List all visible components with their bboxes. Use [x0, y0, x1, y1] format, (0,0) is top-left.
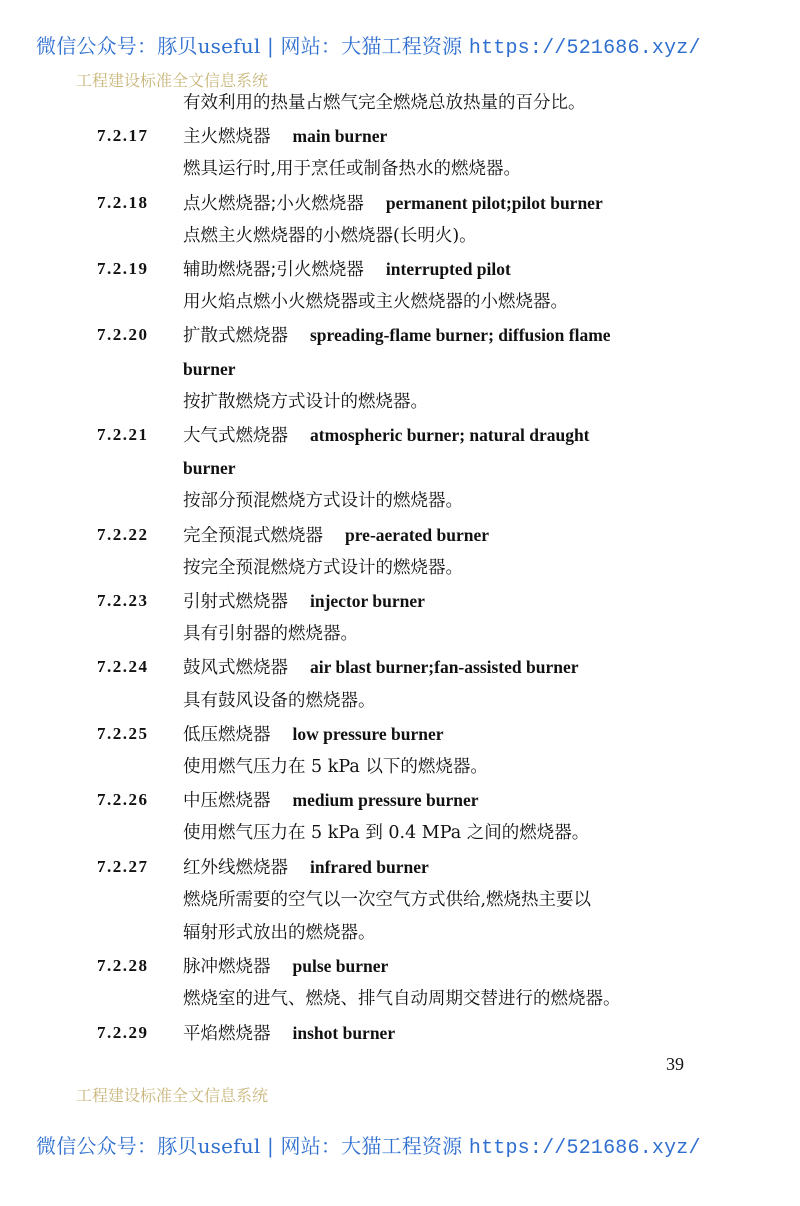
term-heading — [183, 188, 603, 219]
definition-text: 按扩散燃烧方式设计的燃烧器。 — [183, 391, 428, 412]
banner-text: 微信公众号：豚贝useful | 网站：大猫工程资源 — [36, 1134, 469, 1158]
clause-number: 7.2.22 — [97, 524, 149, 544]
clause-number: 7.2.18 — [97, 192, 149, 212]
definition-text: 点燃主火燃烧器的小燃烧器(长明火)。 — [183, 225, 477, 246]
clause-number: 7.2.17 — [97, 126, 149, 146]
banner-text: 微信公众号：豚贝useful | 网站：大猫工程资源 — [36, 34, 469, 58]
term-chinese: 低压燃烧器 — [183, 724, 271, 745]
term-chinese: 点火燃烧器;小火燃烧器 — [183, 193, 364, 214]
clause-number: 7.2.29 — [97, 1022, 149, 1042]
clause-number: 7.2.26 — [97, 790, 149, 810]
term-english: atmospheric burner; natural draught — [310, 425, 590, 445]
term-heading — [183, 652, 579, 683]
term-chinese: 中压燃烧器 — [183, 791, 271, 812]
term-chinese: 大气式燃烧器 — [183, 426, 288, 446]
term-heading — [183, 320, 611, 351]
term-english: air blast burner;fan-assisted burner — [310, 657, 579, 678]
term-english: pulse burner — [292, 956, 389, 977]
definition-text: 用火焰点燃小火燃烧器或主火燃烧器的小燃烧器。 — [183, 292, 568, 313]
term-chinese: 鼓风式燃烧器 — [183, 658, 288, 679]
term-english: interrupted pilot — [385, 259, 511, 279]
definition-text: 具有鼓风设备的燃烧器。 — [183, 690, 376, 711]
term-heading — [183, 1018, 395, 1049]
term-heading — [183, 719, 444, 750]
term-english: spreading-flame burner; diffusion flame — [310, 325, 611, 346]
term-english: burner — [183, 358, 236, 379]
definition-text: 燃烧所需要的空气以一次空气方式供给,燃烧热主要以 — [183, 889, 592, 910]
term-heading — [183, 520, 489, 551]
clause-number: 7.2.27 — [97, 856, 149, 876]
term-english: infrared burner — [310, 856, 429, 877]
definition-text: 使用燃气压力在 5 kPa 以下的燃烧器。 — [183, 757, 488, 777]
definition-text: 辐射形式放出的燃烧器。 — [183, 923, 376, 943]
term-english: low pressure burner — [292, 723, 444, 744]
term-chinese: 红外线燃烧器 — [183, 857, 288, 878]
footer-banner — [36, 1130, 701, 1160]
term-chinese: 平焰燃烧器 — [183, 1023, 271, 1044]
term-english: inshot burner — [292, 1022, 396, 1043]
term-english: pre-aerated burner — [345, 524, 490, 545]
term-chinese: 主火燃烧器 — [183, 127, 271, 148]
term-english: medium pressure burner — [292, 790, 479, 811]
clause-number: 7.2.20 — [97, 325, 149, 345]
term-heading — [183, 121, 387, 152]
definition-text: 使用燃气压力在 5 kPa 到 0.4 MPa 之间的燃烧器。 — [183, 823, 590, 844]
definition-text: 按完全预混燃烧方式设计的燃烧器。 — [183, 557, 463, 578]
banner-url[interactable]: https://521686.xyz/ — [468, 1137, 701, 1160]
clause-number: 7.2.23 — [97, 591, 149, 610]
banner-url[interactable]: https://521686.xyz/ — [468, 37, 701, 60]
page-number: 39 — [666, 1054, 684, 1074]
watermark-top: 工程建设标准全文信息系统 — [76, 71, 269, 90]
term-chinese: 完全预混式燃烧器 — [183, 525, 323, 546]
term-english: permanent pilot;pilot burner — [385, 192, 603, 213]
term-chinese: 扩散式燃烧器 — [183, 326, 288, 347]
definition-text: 按部分预混燃烧方式设计的燃烧器。 — [183, 491, 463, 512]
term-chinese: 引射式燃烧器 — [183, 592, 288, 612]
term-heading — [183, 951, 388, 982]
term-chinese: 脉冲燃烧器 — [183, 957, 271, 978]
definition-text: 具有引射器的燃烧器。 — [183, 624, 358, 645]
clause-number: 7.2.28 — [97, 956, 149, 976]
definition-text: 有效利用的热量占燃气完全燃烧总放热量的百分比。 — [183, 93, 586, 113]
term-heading — [183, 586, 425, 617]
definition-text: 燃烧室的进气、燃烧、排气自动周期交替进行的燃烧器。 — [183, 989, 621, 1010]
term-heading — [183, 785, 479, 816]
watermark-bottom: 工程建设标准全文信息系统 — [76, 1086, 269, 1105]
term-english: burner — [183, 458, 236, 479]
term-heading — [183, 852, 429, 883]
definition-text: 燃具运行时,用于烹任或制备热水的燃烧器。 — [183, 159, 522, 180]
term-english: main burner — [292, 126, 388, 147]
term-heading — [183, 254, 511, 285]
clause-number: 7.2.19 — [97, 259, 149, 278]
clause-number: 7.2.24 — [97, 657, 149, 677]
clause-number: 7.2.25 — [97, 723, 149, 743]
clause-number: 7.2.21 — [97, 425, 149, 444]
term-heading — [183, 420, 590, 451]
header-banner — [36, 30, 701, 60]
term-english: injector burner — [310, 591, 425, 611]
term-chinese: 辅助燃烧器;引火燃烧器 — [183, 260, 364, 280]
